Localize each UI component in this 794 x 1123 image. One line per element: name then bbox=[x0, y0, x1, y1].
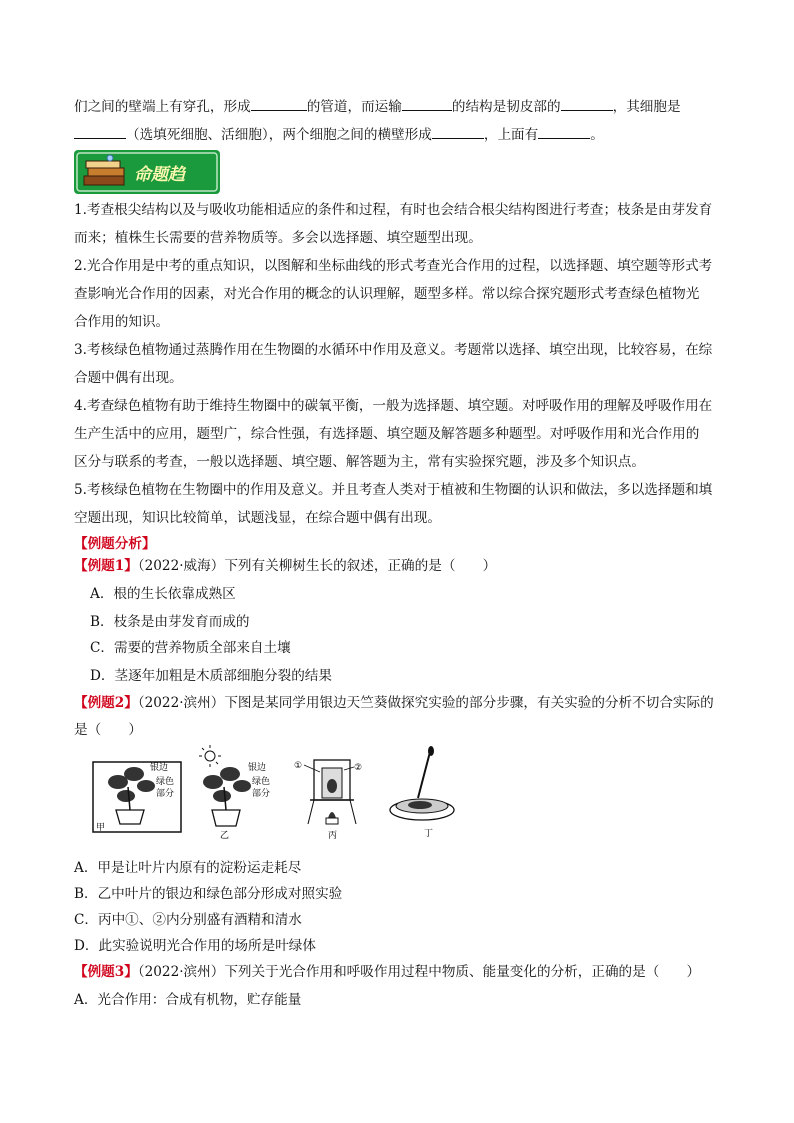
q2-option-d: D．此实验说明光合作用的场所是叶绿体 bbox=[74, 938, 316, 954]
label-yinbian-2: 银边 bbox=[248, 763, 267, 773]
point-5-line-2: 空题出现，知识比较简单，试题浅显，在综合题中偶有出现。 bbox=[74, 510, 442, 526]
q2-option-a: A．甲是让叶片内原有的淀粉运走耗尽 bbox=[74, 860, 302, 876]
point-2-line-1: 2.光合作用是中考的重点知识，以图解和坐标曲线的形式考查光合作用的过程，以选择题、填空题等形式考 bbox=[74, 258, 713, 274]
intro-text: 们之间的壁端上有穿孔，形成 bbox=[74, 99, 251, 115]
flame-icon bbox=[328, 812, 336, 818]
intro-line-1 bbox=[74, 96, 681, 117]
point-3-line-1: 3.考核绿色植物通过蒸腾作用在生物圈的水循环中作用及意义。考题常以选择、填空出现，比较容易，在综 bbox=[74, 342, 713, 358]
label-lvse-2: 绿色 bbox=[252, 777, 271, 787]
plant-icon bbox=[203, 767, 251, 826]
q1-text: （2022·威海）下列有关柳树生长的叙述，正确的是（ ） bbox=[137, 558, 497, 574]
point-4-line-1: 4.考查绿色植物有助于维持生物圈中的碳氧平衡，一般为选择题、填空题。对呼吸作用的理解及呼吸作用在 bbox=[74, 398, 713, 414]
label-jia: 甲 bbox=[96, 823, 106, 833]
label-bufen: 部分 bbox=[156, 789, 175, 799]
point-4-line-3: 区分与联系的考查，一般以选择题、填空题、解答题为主，常有实验探究题，涉及多个知识点。 bbox=[74, 454, 645, 470]
section-title: 【例题分析】 bbox=[74, 536, 156, 552]
intro-line-2 bbox=[74, 124, 604, 145]
q2-stem-1 bbox=[74, 693, 714, 713]
fill-blank bbox=[74, 124, 126, 139]
label-yinbian: 银边 bbox=[150, 763, 169, 773]
q2-option-c: C．丙中①、②内分别盛有酒精和清水 bbox=[74, 912, 302, 928]
fill-blank bbox=[538, 124, 590, 139]
label-ding: 丁 bbox=[424, 829, 434, 839]
point-5-line-1: 5.考核绿色植物在生物圈中的作用及意义。并且考查人类对于植被和生物圈的认识和做法，多以选择题和填 bbox=[74, 482, 713, 498]
point-2-line-2: 查影响光合作用的因素，对光合作用的概念的认识理解，题型多样。常以综合探究题形式考查绿色植物光 bbox=[74, 286, 700, 302]
q1-option-c: C．需要的营养物质全部来自土壤 bbox=[90, 640, 291, 656]
q1-option-d: D．茎逐年加粗是木质部细胞分裂的结果 bbox=[90, 668, 332, 684]
q3-text: （2022·滨州）下列关于光合作用和呼吸作用过程中物质、能量变化的分析，正确的是（ ） bbox=[137, 964, 701, 980]
point-4-line-2: 生产生活中的应用，题型广，综合性强，有选择题、填空题及解答题多种题型。对呼吸作用和光合作用的 bbox=[74, 426, 700, 442]
label-circle-2: ② bbox=[354, 763, 363, 773]
plant-icon bbox=[108, 767, 155, 824]
q3-stem bbox=[74, 962, 700, 982]
q1-option-a: A．根的生长依靠成熟区 bbox=[90, 586, 236, 602]
label-lvse: 绿色 bbox=[156, 777, 175, 787]
point-1-line-1: 1.考查根尖结构以及与吸收功能相适应的条件和过程，有时也会结合根尖结构图进行考查；枝条是由芽发育 bbox=[74, 202, 713, 218]
intro-text: 。 bbox=[590, 127, 604, 143]
q2-stem-2: 是（ ） bbox=[74, 722, 142, 738]
figure-panel-bing bbox=[294, 760, 362, 841]
banner-graphic bbox=[74, 150, 220, 194]
banner-title: 命题趋 bbox=[134, 165, 185, 185]
point-1-line-2: 而来；植株生长需要的营养物质等。多会以选择题、填空题型出现。 bbox=[74, 230, 482, 246]
point-2-line-3: 合作用的知识。 bbox=[74, 314, 170, 330]
fill-blank bbox=[432, 124, 484, 139]
intro-text: 的结构是韧皮部的 bbox=[451, 99, 561, 115]
intro-text: 的管道，而运输 bbox=[306, 99, 402, 115]
label-yi: 乙 bbox=[220, 831, 230, 841]
label-circle-1: ① bbox=[294, 761, 303, 771]
sun-icon bbox=[199, 745, 221, 767]
section-banner bbox=[74, 150, 220, 194]
intro-text: ，上面有 bbox=[483, 127, 539, 143]
q1-tag: 【例题1】 bbox=[74, 558, 138, 574]
experiment-figure bbox=[88, 742, 488, 842]
q2-text: （2022·滨州）下图是某同学用银边天竺葵做探究实验的部分步骤，有关实验的分析不切合实际的 bbox=[137, 695, 714, 711]
q2-option-b: B．乙中叶片的银边和绿色部分形成对照实验 bbox=[74, 886, 343, 902]
figure-panel-jia bbox=[93, 761, 181, 833]
intro-text: ，其细胞是 bbox=[612, 99, 681, 115]
label-bufen-2: 部分 bbox=[252, 789, 271, 799]
q2-tag: 【例题2】 bbox=[74, 695, 138, 711]
figure-panel-yi bbox=[199, 745, 270, 841]
intro-text: （选填死细胞、活细胞），两个细胞之间的横壁形成 bbox=[126, 127, 432, 143]
fill-blank bbox=[561, 96, 613, 111]
q3-tag: 【例题3】 bbox=[74, 964, 138, 980]
q1-option-b: B．枝条是由芽发育而成的 bbox=[90, 614, 250, 630]
q3-option-a: A．光合作用：合成有机物，贮存能量 bbox=[74, 992, 302, 1008]
label-bing: 丙 bbox=[328, 831, 338, 841]
fill-blank bbox=[402, 96, 452, 111]
dropper-icon bbox=[418, 752, 430, 798]
figure-panel-ding bbox=[390, 746, 454, 839]
fill-blank bbox=[251, 96, 307, 111]
point-3-line-2: 合题中偶有出现。 bbox=[74, 370, 183, 386]
q1-stem bbox=[74, 556, 496, 576]
